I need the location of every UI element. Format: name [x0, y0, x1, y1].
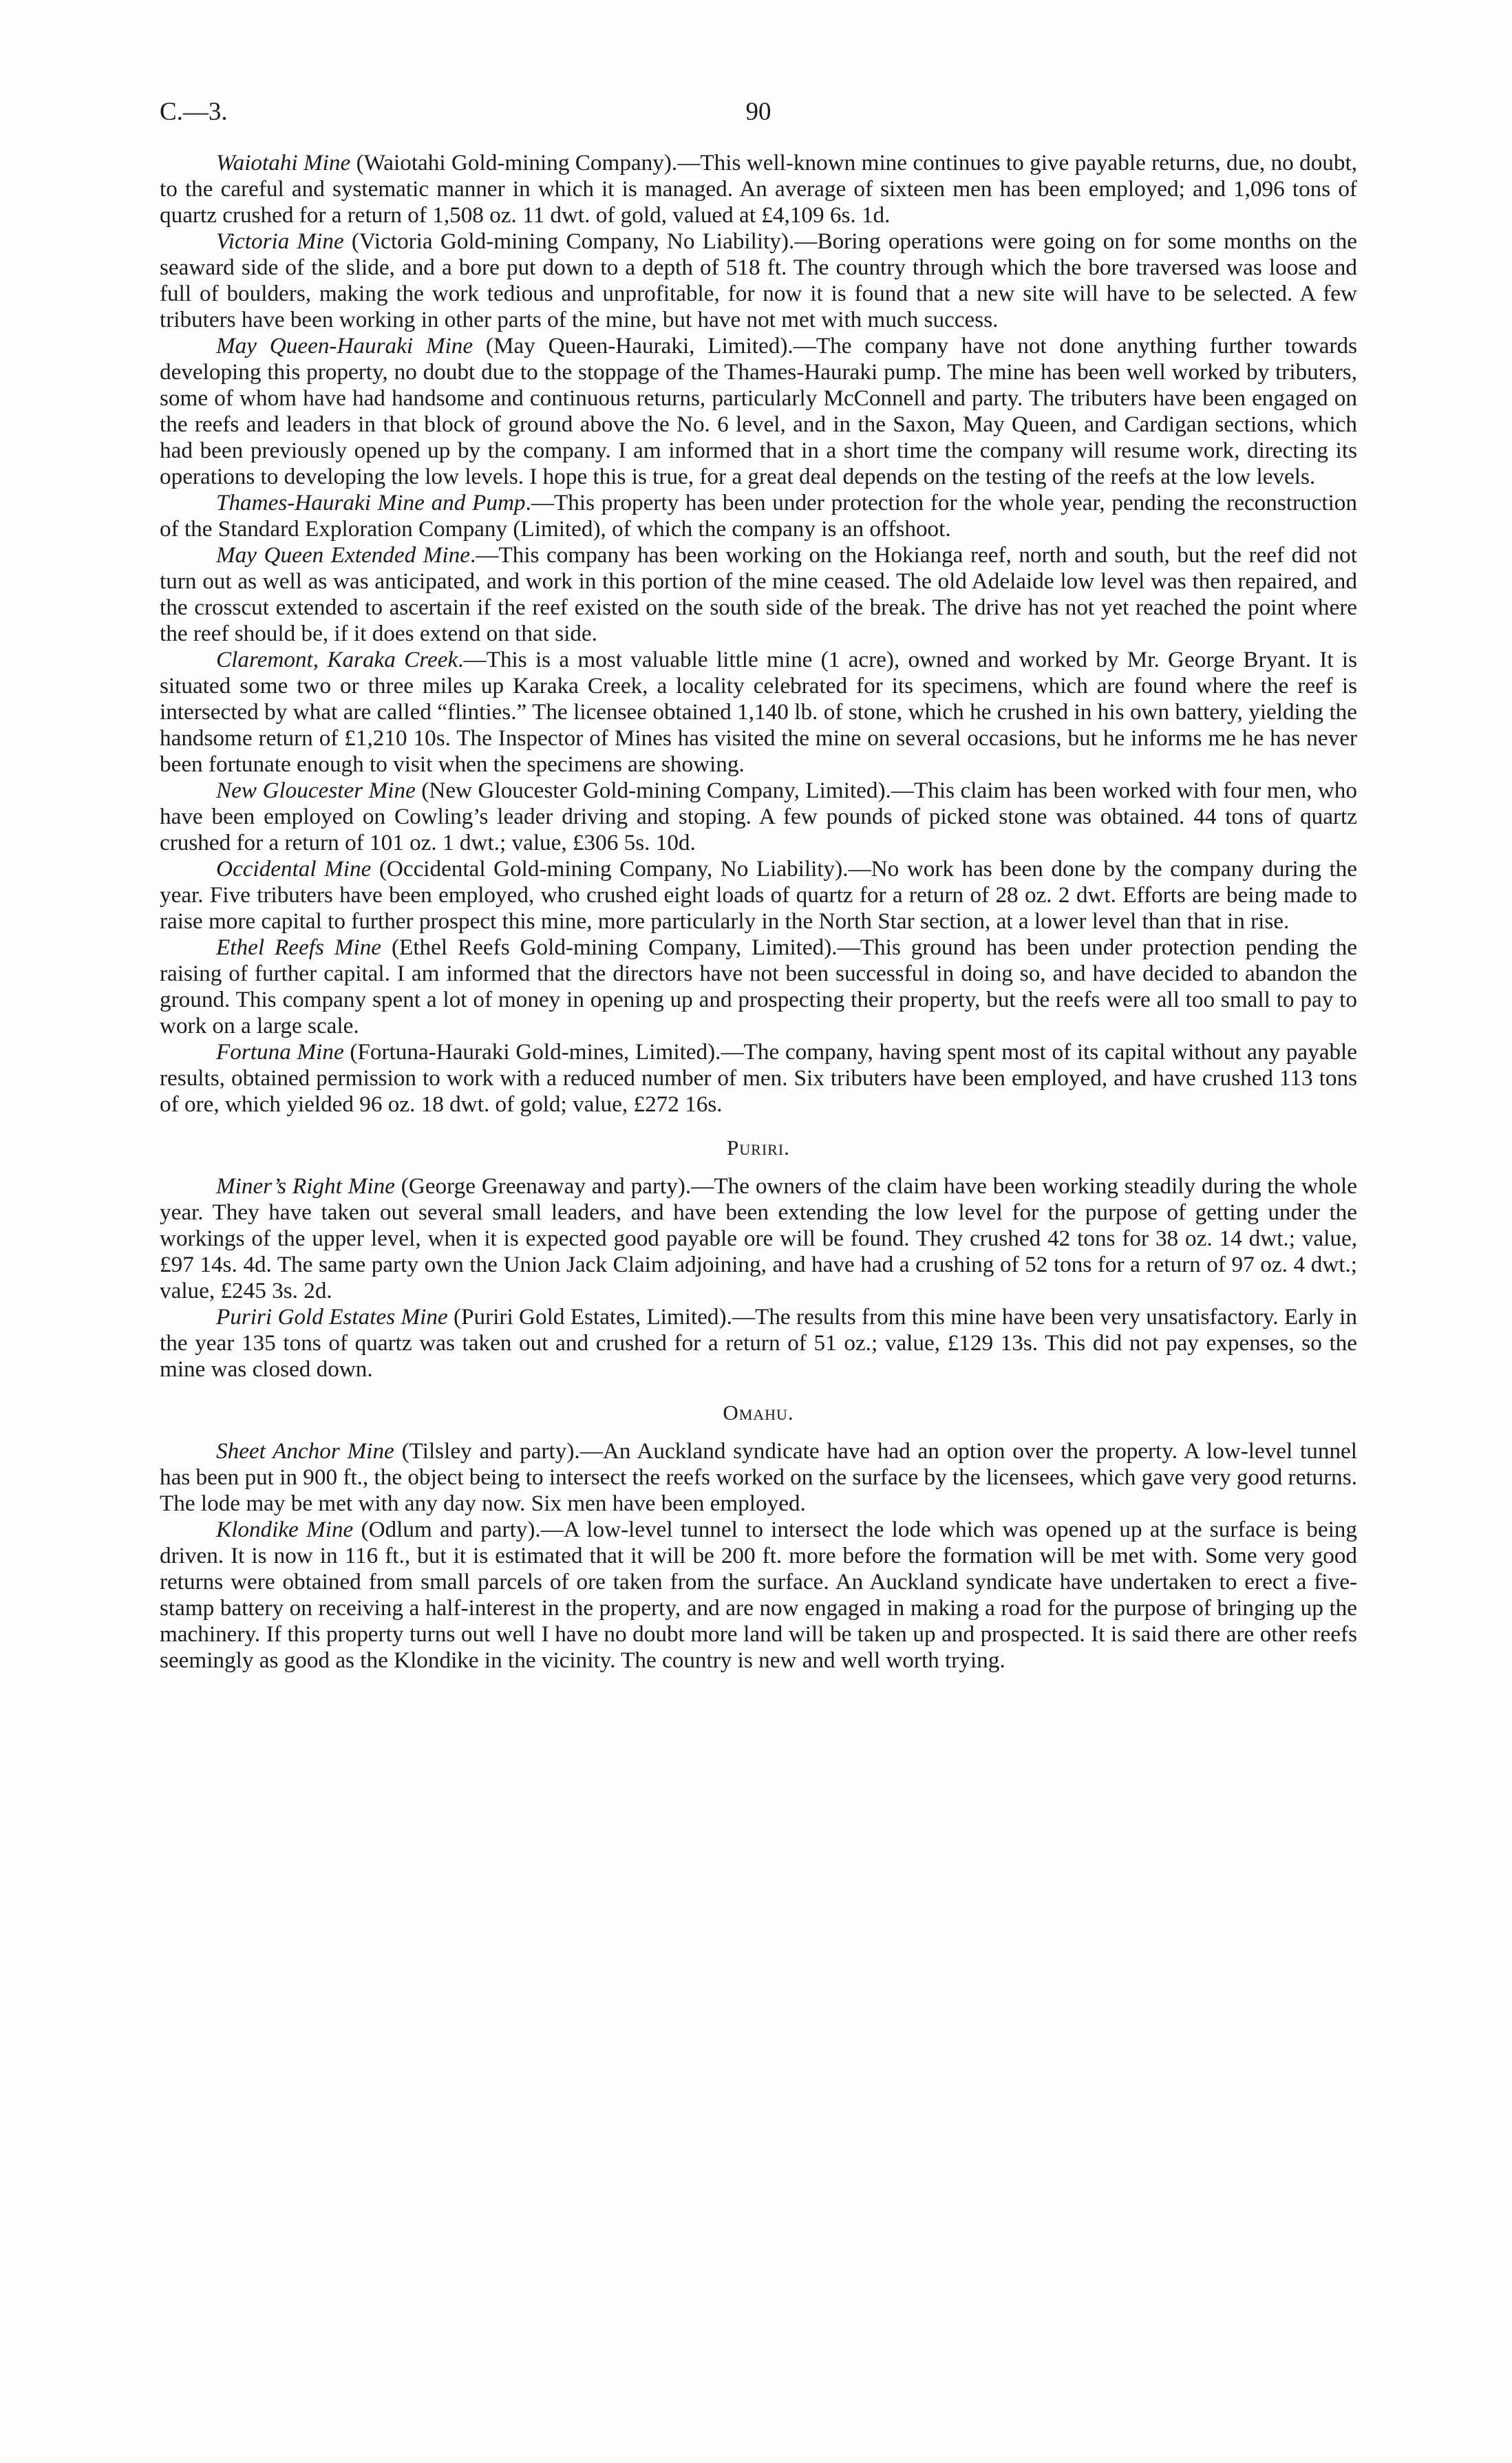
paragraph-fortuna-mine: [160, 1039, 1357, 1118]
paragraph-text: (Tilsley and party).—An Auckland syndicate have had an option over the property. A low-level tunnel has been put in 900 ft., the object being to intersect the reefs worked on the surface by the licensees, which gave very good returns. The lode may be met with any day now. Six men have been employed.: [160, 1438, 1357, 1516]
paragraph-text: (Odlum and party).—A low-level tunnel to intersect the lode which was opened up at the surface is being driven. It is now in 116 ft., but it is estimated that it will be 200 ft. more before the formation will be met with. Some very good returns were obtained from small parcels of ore taken from the surface. An Auckland syndicate have undertaken to erect a five-stamp battery on receiving a half-interest in the property, and are now engaged in making a road for the purpose of bringing up the machinery. If this property turns out well I have no doubt more land will be taken up and prospected. It is said there are other reefs seemingly as good as the Klondike in the vicinity. The country is new and well worth trying.: [160, 1517, 1357, 1673]
paragraph-text: .—This is a most valuable little mine (1 acre), owned and worked by Mr. George Bryant. It is situated some two or three miles up Karaka Creek, a locality celebrated for its specimens, which are found where the reef is intersected by what are called “flinties.” The licensee obtained 1,140 lb. of stone, which he crushed in his own battery, yielding the handsome return of £1,210 10s. The Inspector of Mines has visited the mine on several occasions, but he informs me he has never been fortunate enough to visit when the specimens are showing.: [160, 647, 1357, 777]
page-header: [160, 95, 1357, 129]
paragraph-text: .—This company has been working on the Hokianga reef, north and south, but the reef did not turn out as well as was anticipated, and work in this portion of the mine ceased. The old Adelaide low level was then repaired, and the crosscut extended to ascertain if the reef existed on the south side of the break. The drive has not yet reached the point where the reef should be, if it does extend on that side.: [160, 542, 1357, 646]
mine-title: Fortuna Mine: [216, 1039, 344, 1065]
mine-title: May Queen Extended Mine: [216, 542, 470, 568]
document-body: [160, 150, 1357, 1674]
paragraph-text: (New Gloucester Gold-mining Company, Limited).—This claim has been worked with four men, who have been employed on Cowling’s leader driving and stoping. A few pounds of picked stone was obtained. 44 tons of quartz crushed for a return of 101 oz. 1 dwt.; value, £306 5s. 10d.: [160, 778, 1357, 855]
paragraph-text: (George Greenaway and party).—The owners of the claim have been working steadily during the whole year. They have taken out several small leaders, and have been extending the low level for the purpose of getting under the workings of the upper level, when it is expected good payable ore will be found. They crushed 42 tons for 38 oz. 14 dwt.; value, £97 14s. 4d. The same party own the Union Jack Claim adjoining, and have had a crushing of 52 tons for a return of 97 oz. 4 dwt.; value, £245 3s. 2d.: [160, 1173, 1357, 1303]
section-heading-omahu: Omahu.: [723, 1400, 794, 1425]
section-heading-puriri: Puriri.: [727, 1135, 790, 1160]
paragraph-may-queen-hauraki-mine: [160, 333, 1357, 490]
paragraph-sheet-anchor-mine: [160, 1438, 1357, 1517]
paragraph-new-gloucester-mine: [160, 778, 1357, 856]
mine-title: Thames-Hauraki Mine and Pump: [216, 490, 526, 515]
paragraph-text: .—This property has been under protection for the whole year, pending the reconstruction of the Standard Exploration Company (Limited), of which the company is an offshoot.: [160, 490, 1357, 542]
mine-title: Sheet Anchor Mine: [216, 1438, 394, 1464]
paragraph-victoria-mine: [160, 228, 1357, 333]
paragraph-text: (Victoria Gold-mining Company, No Liability).—Boring operations were going on for some months on the seaward side of the slide, and a bore put down to a depth of 518 ft. The country through which the bore traversed was loose and full of boulders, making the work tedious and unprofitable, for now it is found that a new site will have to be selected. A few tributers have been working in other parts of the mine, but have not met with much success.: [160, 228, 1358, 332]
paragraph-text: (Occidental Gold-mining Company, No Liability).—No work has been done by the company during the year. Five tributers have been employed, who crushed eight loads of quartz for a return of 28 oz. 2 dwt. Efforts are being made to raise more capital to further prospect this mine, more particularly in the North Star section, at a lower level than that in rise.: [160, 856, 1358, 934]
paragraph-ethel-reefs-mine: [160, 935, 1357, 1039]
page-number: 90: [745, 98, 771, 126]
paragraph-miners-right-mine: [160, 1173, 1357, 1304]
mine-title: Puriri Gold Estates Mine: [216, 1304, 448, 1330]
paragraph-klondike-mine: [160, 1517, 1357, 1674]
mine-title: Miner’s Right Mine: [216, 1173, 395, 1199]
mine-title: Ethel Reefs Mine: [216, 935, 382, 960]
paragraph-text: (Waiotahi Gold-mining Company).—This well-known mine continues to give payable returns, due, no doubt, to the careful and systematic manner in which it is managed. An average of sixteen men has been employed; and 1,096 tons of quartz crushed for a return of 1,508 oz. 11 dwt. of gold, valued at £4,109 6s. 1d.: [160, 150, 1358, 228]
document-reference: C.—3.: [160, 98, 228, 126]
paragraph-may-queen-extended-mine: [160, 542, 1357, 647]
paragraph-text: (Puriri Gold Estates, Limited).—The results from this mine have been very unsatisfactory. Early in the year 135 tons of quartz was taken out and crushed for a return of 51 oz.; value, £129 13s. This did not pay expenses, so the mine was closed down.: [160, 1304, 1357, 1382]
mine-title: Klondike Mine: [216, 1517, 354, 1542]
paragraph-text: (Fortuna-Hauraki Gold-mines, Limited).—The company, having spent most of its capital without any payable results, obtained permission to work with a reduced number of men. Six tributers have been employed, and have crushed 113 tons of ore, which yielded 96 oz. 18 dwt. of gold; value, £272 16s.: [160, 1039, 1357, 1117]
mine-title: Waiotahi Mine: [216, 150, 351, 175]
paragraph-thames-hauraki-mine: [160, 490, 1357, 542]
mine-title: Occidental Mine: [216, 856, 372, 882]
paragraph-waiotahi-mine: [160, 150, 1357, 228]
paragraph-text: (May Queen-Hauraki, Limited).—The company have not done anything further towards developing this property, no doubt due to the stoppage of the Thames-Hauraki pump. The mine has been well worked by tributers, some of whom have had handsome and continuous returns, particularly McConnell and party. The tributers have been engaged on the reefs and leaders in that block of ground above the No. 6 level, and in the Saxon, May Queen, and Cardigan sections, which had been previously opened up by the company. I am informed that in a short time the company will resume work, directing its operations to developing the low levels. I hope this is true, for a great deal depends on the testing of the reefs at the low levels.: [160, 333, 1357, 489]
mine-title: Claremont, Karaka Creek: [216, 647, 458, 672]
paragraph-claremont-karaka-creek: [160, 647, 1357, 778]
paragraph-text: (Ethel Reefs Gold-mining Company, Limited).—This ground has been under protection pending the raising of further capital. I am informed that the directors have not been successful in doing so, and have decided to abandon the ground. This company spent a lot of money in opening up and prospecting their property, but the reefs were all too small to pay to work on a large scale.: [160, 935, 1357, 1038]
paragraph-puriri-gold-estates-mine: [160, 1304, 1357, 1383]
mine-title: Victoria Mine: [216, 228, 344, 254]
mine-title: May Queen-Hauraki Mine: [216, 333, 473, 359]
paragraph-occidental-mine: [160, 856, 1357, 935]
mine-title: New Gloucester Mine: [216, 778, 416, 803]
